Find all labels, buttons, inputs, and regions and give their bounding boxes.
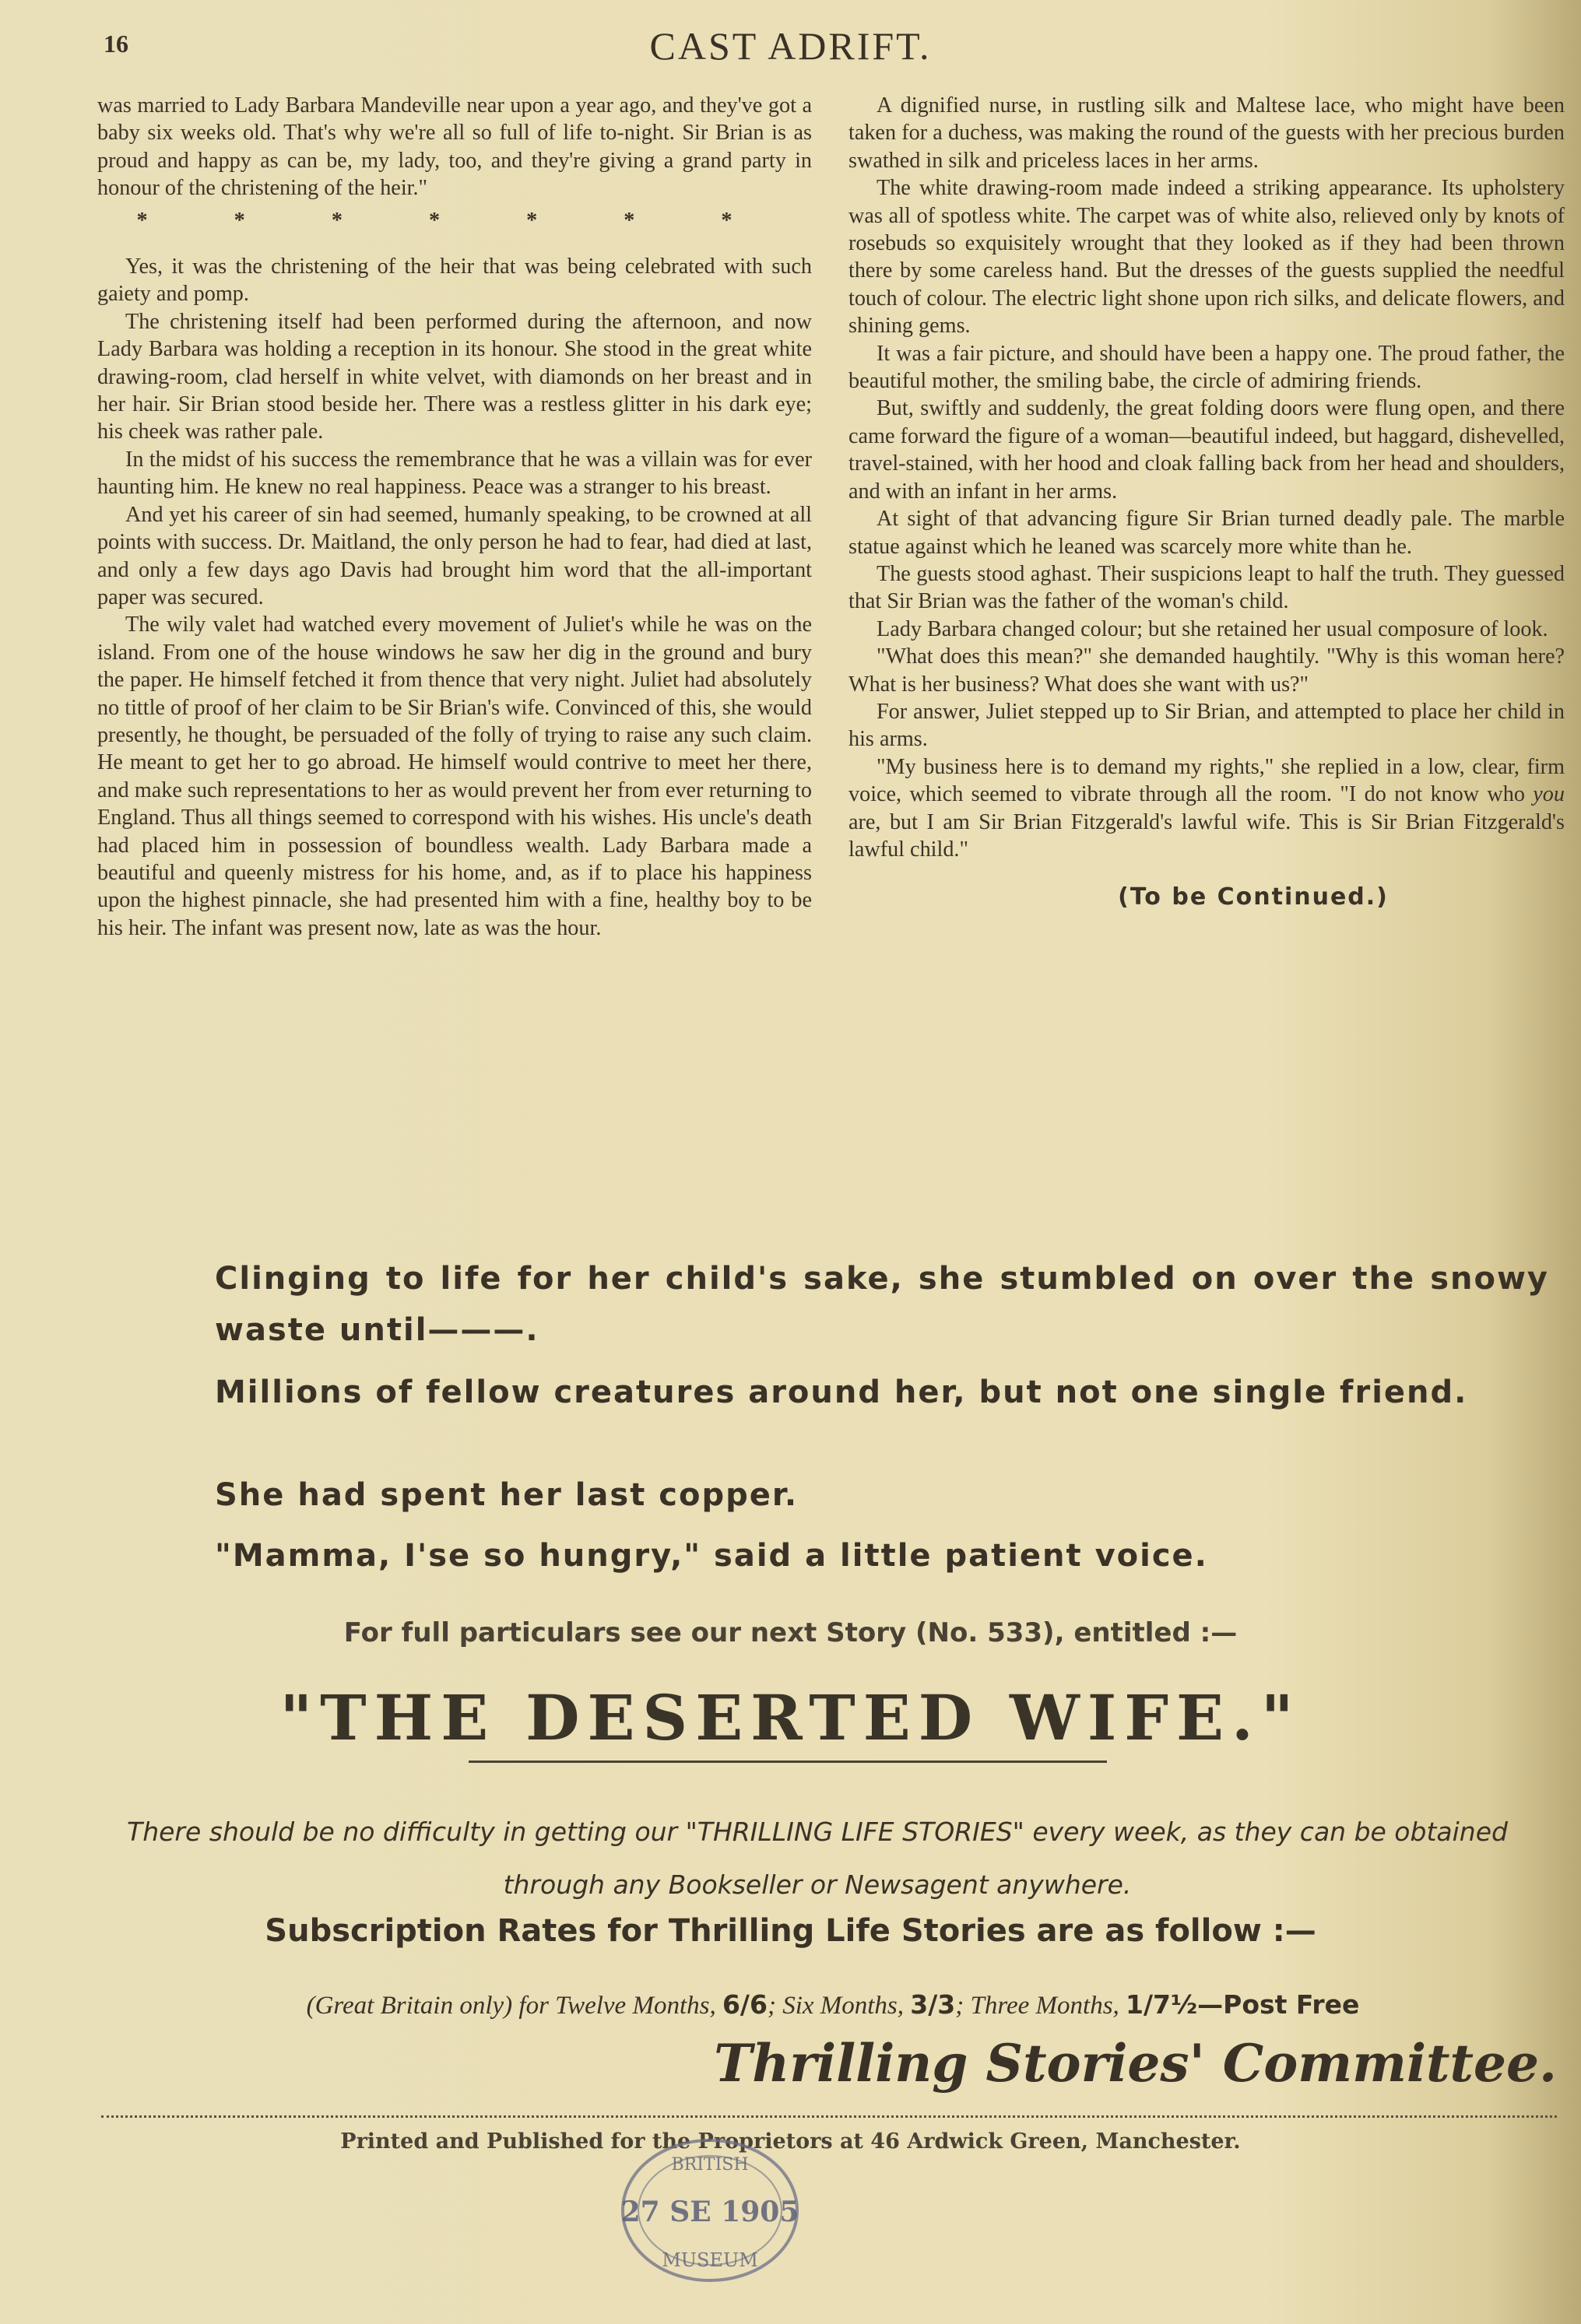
divider (469, 1761, 1107, 1763)
next-story-particulars: For full particulars see our next Story (No. 533), entitled :— (343, 1617, 1238, 1648)
paragraph: Lady Barbara changed colour; but she retained her usual composure of look. (877, 616, 1548, 641)
paragraph: And yet his career of sin had seemed, humanly speaking, to be crowned at all points with success. Dr. Maitland, the only person he had to fear, had died at last, and only a few days ago Davis had brought him word that the all-important paper was secured. (97, 502, 812, 609)
to-be-continued: (To be Continued.) (1118, 883, 1389, 911)
paragraph: The white drawing-room made indeed a striking appearance. Its upholstery was all of spotless white. The carpet was of white also, relieved only by knots of rosebuds so exquisitely wrought that they looked as if they had been thrown there by some careless hand. But the dresses of the guests supplied the needful touch of colour. The electric light shone upon rich silks, and delicate flowers, and shining gems. (848, 176, 1565, 339)
committee-signature: Thrilling Stories' Committee. (714, 2033, 1557, 2094)
stamp-top-text: BRITISH (671, 2155, 749, 2175)
dotted-divider (101, 2115, 1557, 2118)
subscription-heading: Subscription Rates for Thrilling Life Stories are as follow :— (265, 1913, 1316, 1949)
paragraph (848, 753, 1565, 864)
rates-six-label: Six Months, (782, 1992, 905, 2020)
stamp-date: 27 SE 1905 (620, 2196, 799, 2228)
running-title: CAST ADRIFT. (649, 24, 932, 68)
teaser-line: She had spent her last copper. (215, 1477, 799, 1513)
paragraph: The guests stood aghast. Their suspicions leapt to half the truth. They guessed that Sir Brian was the father of the woman's child. (848, 561, 1565, 614)
paragraph: was married to Lady Barbara Mandeville near upon a year ago, and they've got a baby six weeks old. That's why we're all so full of life to-night. Sir Brian is as proud and happy as can be, my lady, too, and they're giving a grand party in honour of the christening of the heir." (97, 93, 812, 201)
teaser-block (117, 1253, 1549, 1356)
paragraph: The christening itself had been performed during the afternoon, and now Lady Barbara was holding a reception in its honour. She stood in the great white drawing-room, clad herself in white velvet, with diamonds on her breast and in her hair. Sir Brian stood beside her. There was a restless glitter in his dark eye; his cheek was rather pale. (97, 309, 812, 444)
paragraph: But, swiftly and suddenly, the great folding doors were flung open, and there came forward the figure of a woman—beautiful indeed, but haggard, dishevelled, travel-stained, with her hood and cloak falling back from her head and shoulders, and with an infant in her arms. (848, 396, 1565, 504)
rates-twelve-value: 6/6 (722, 1989, 768, 2020)
rates-three-label: Three Months, (970, 1992, 1119, 2020)
right-column (848, 92, 1565, 911)
paragraph: It was a fair picture, and should have been a happy one. The proud father, the beautiful mother, the smiling babe, the circle of admiring friends. (848, 341, 1565, 394)
printer-imprint: Printed and Published for the Proprietors at 46 Ardwick Green, Manchester. (340, 2129, 1241, 2154)
availability-notice: There should be no difficulty in getting our "THRILLING LIFE STORIES" every week, as they can be obtained through any Bookseller or Newsagent anywhere. (127, 1817, 1508, 1900)
paragraph: Yes, it was the christening of the heir that was being celebrated with such gaiety and pomp. (97, 255, 812, 307)
left-column (97, 92, 812, 942)
teaser-text: Clinging to life for her child's sake, she stumbled on over the snowy waste until———. (215, 1261, 1549, 1348)
teaser-text: Millions of fellow creatures around her, but not one single friend. (215, 1374, 1468, 1410)
rates-region: (Great Britain only) (306, 1992, 513, 2020)
next-story-title: "THE DESERTED WIFE." (279, 1681, 1302, 1754)
teaser-line (117, 1253, 1549, 1356)
teaser-line: "Mamma, I'se so hungry," said a little patient voice. (215, 1538, 1208, 1574)
paragraph: In the midst of his success the remembrance that he was a villain was for ever haunting him. He knew no real happiness. Peace was a stranger to his breast. (97, 447, 812, 500)
rates-twelve-label: for Twelve Months, (518, 1992, 716, 2020)
paragraph: A dignified nurse, in rustling silk and Maltese lace, who might have been taken for a duchess, was making the round of the guests with her precious burden swathed in silk and priceless laces in her arms. (848, 93, 1565, 173)
stamp-bottom-text: MUSEUM (662, 2249, 758, 2271)
museum-stamp-icon (617, 2134, 803, 2287)
paragraph: "What does this mean?" she demanded haughtily. "Why is this woman here? What is her business? What does she want with us?" (848, 644, 1565, 697)
page-number: 16 (104, 30, 128, 58)
teaser-block (117, 1367, 1549, 1418)
section-break: * * * * * * * (136, 208, 773, 233)
subscription-rates: (Great Britain only) for Twelve Months, 6/6; Six Months, 3/3; Three Months, 1/7½—Post Free (306, 1989, 1360, 2020)
paragraph: For answer, Juliet stepped up to Sir Brian, and attempted to place her child in his arms. (848, 699, 1565, 752)
rates-three-value: 1/7½—Post Free (1126, 1989, 1360, 2020)
emphasis: you (1533, 782, 1565, 807)
paragraph: The wily valet had watched every movement of Juliet's while he was on the island. From one of the house windows he saw her dig in the ground and bury the paper. He himself fetched it from thence that very night. Juliet had absolutely no tittle of proof of her claim to be Sir Brian's wife. Convinced of this, she would presently, he thought, be persuaded of the folly of trying to raise any such claim. He meant to get her to go abroad. He himself would contrive to meet her there, and make such representations to her as would prevent her from ever returning to England. Thus all things seemed to correspond with his wishes. His uncle's death had placed him in possession of boundless wealth. Lady Barbara made a beautiful and queenly mistress for his home, and, as if to place his happiness upon the highest pinnacle, she had presented him with a fine, healthy boy to be his heir. The infant was present now, late as was the hour. (97, 613, 812, 940)
quote-text: "My business here is to demand my rights," she replied in a low, clear, firm voice, which seemed to vibrate through all the room. "I do not know who (848, 754, 1565, 807)
teaser-line (117, 1367, 1549, 1418)
paragraph: At sight of that advancing figure Sir Brian turned deadly pale. The marble statue against which he leaned was scarcely more white than he. (848, 507, 1565, 559)
quote-text: are, but I am Sir Brian Fitzgerald's lawful wife. This is Sir Brian Fitzgerald's lawful child." (848, 809, 1565, 862)
rates-six-value: 3/3 (910, 1989, 956, 2020)
